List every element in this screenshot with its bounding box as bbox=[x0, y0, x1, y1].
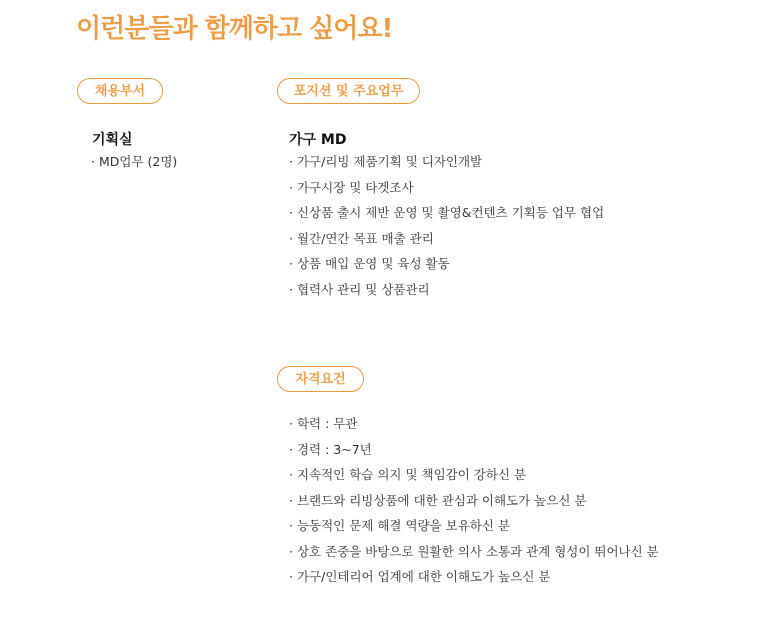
department-badge: 채용부서 bbox=[77, 78, 163, 104]
duty-item: · 월간/연간 목표 매출 관리 bbox=[289, 226, 604, 252]
duty-item: · 가구시장 및 타겟조사 bbox=[289, 175, 604, 201]
duty-item: · 가구/리빙 제품기획 및 디자인개발 bbox=[289, 149, 604, 175]
qualifications-list bbox=[289, 411, 659, 590]
position-title: 가구 MD bbox=[289, 132, 347, 148]
duties-list bbox=[289, 149, 604, 302]
position-badge: 포지션 및 주요업무 bbox=[277, 78, 420, 104]
qualification-item: · 학력 : 무관 bbox=[289, 411, 659, 437]
department-title: 기획실 bbox=[92, 132, 133, 148]
qualification-item: · 브랜드와 리빙상품에 대한 관심과 이해도가 높으신 분 bbox=[289, 488, 659, 514]
page-headline: 이런분들과 함께하고 싶어요! bbox=[76, 14, 393, 44]
qualification-item: · 지속적인 학습 의지 및 책임감이 강하신 분 bbox=[289, 462, 659, 488]
department-list bbox=[91, 149, 177, 175]
duty-item: · 신상품 출시 제반 운영 및 촬영&컨텐츠 기획등 업무 협업 bbox=[289, 200, 604, 226]
qualification-item: · 경력 : 3~7년 bbox=[289, 437, 659, 463]
department-item: · MD업무 (2명) bbox=[91, 149, 177, 175]
duty-item: · 상품 매입 운영 및 육성 활동 bbox=[289, 251, 604, 277]
duty-item: · 협력사 관리 및 상품관리 bbox=[289, 277, 604, 303]
qualification-item: · 상호 존중을 바탕으로 원활한 의사 소통과 관계 형성이 뛰어나신 분 bbox=[289, 539, 659, 565]
qualifications-badge: 자격요건 bbox=[277, 366, 364, 392]
qualification-item: · 능동적인 문제 해결 역량을 보유하신 분 bbox=[289, 513, 659, 539]
qualification-item: · 가구/인테리어 업계에 대한 이해도가 높으신 분 bbox=[289, 564, 659, 590]
